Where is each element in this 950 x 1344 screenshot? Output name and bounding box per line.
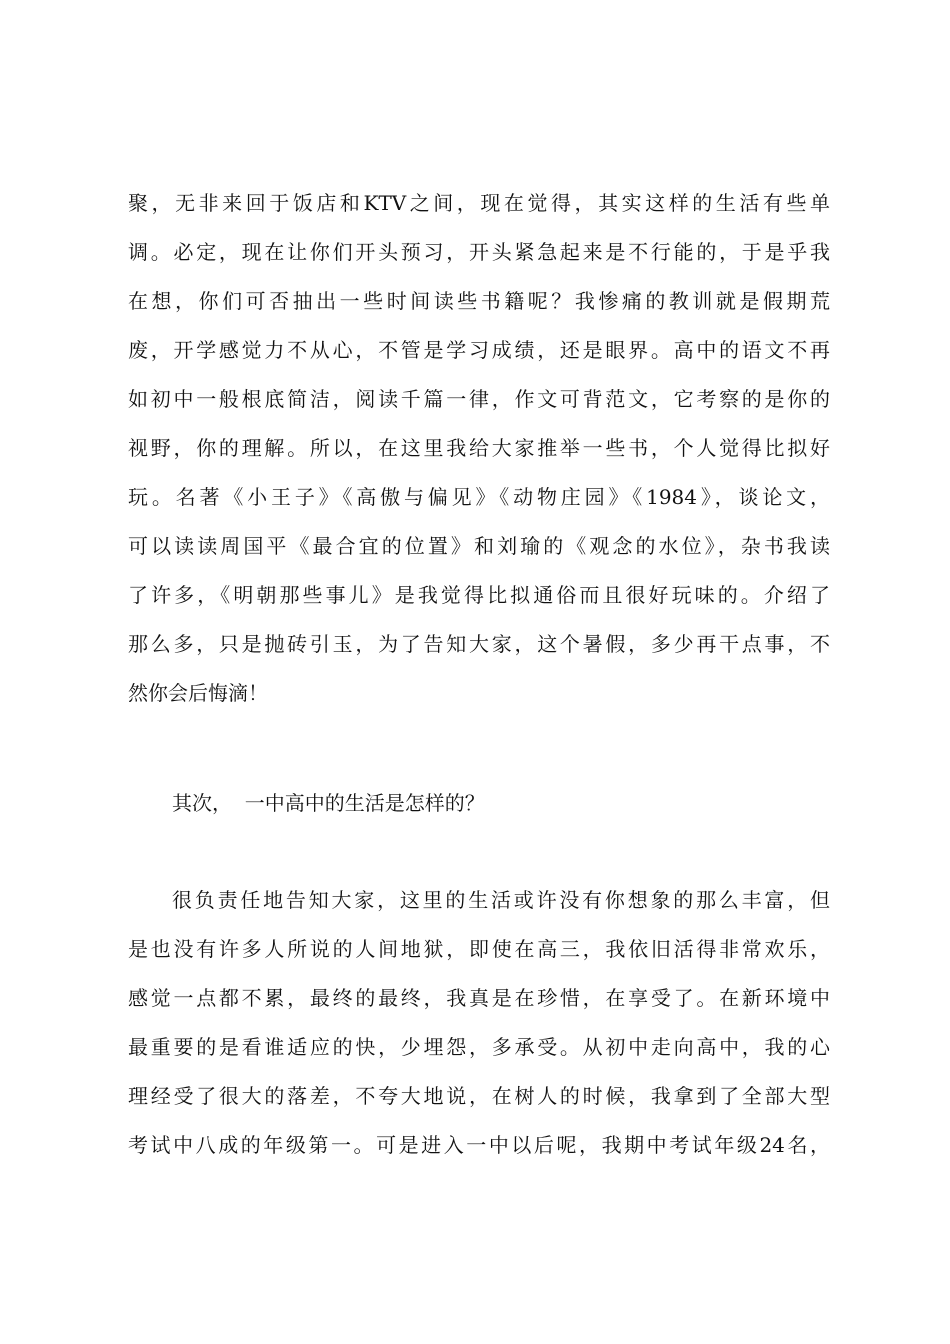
- text-line: 可以读读周国平《最合宜的位置》和刘瑜的《观念的水位》，杂书我读: [128, 534, 830, 558]
- paragraph-reading-advice: [128, 179, 830, 718]
- text-line: 考试中八成的年级第一。可是进入一中以后呢，我期中考试年级24名，: [128, 1133, 830, 1157]
- paragraph-high-school-life: [128, 876, 830, 1170]
- text-line: 废，开学感觉力不从心，不管是学习成绩，还是眼界。高中的语文不再: [128, 338, 830, 362]
- text-line: 聚，无非来回于饭店和KTV之间，现在觉得，其实这样的生活有些单: [128, 191, 830, 215]
- text-line: 很负责任地告知大家，这里的生活或许没有你想象的那么丰富，但: [172, 888, 830, 912]
- text-line: 了许多，《明朝那些事儿》是我觉得比拟通俗而且很好玩味的。介绍了: [128, 583, 830, 607]
- section-heading: [128, 779, 830, 828]
- text-line: 视野，你的理解。所以，在这里我给大家推举一些书，个人觉得比拟好: [128, 436, 830, 460]
- text-line: 理经受了很大的落差，不夸大地说，在树人的时候，我拿到了全部大型: [128, 1084, 830, 1108]
- text-line: 那么多，只是抛砖引玉，为了告知大家，这个暑假，多少再干点事，不: [128, 632, 830, 656]
- text-line: 是也没有许多人所说的人间地狱，即使在高三，我依旧活得非常欢乐，: [128, 937, 830, 961]
- text-line: 如初中一般根底简洁，阅读千篇一律，作文可背范文，它考察的是你的: [128, 387, 830, 411]
- text-line: 然你会后悔滴！: [128, 681, 268, 705]
- text-line: 最重要的是看谁适应的快，少埋怨，多承受。从初中走向高中，我的心: [128, 1035, 830, 1059]
- text-line: 在想，你们可否抽出一些时间读些书籍呢？我惨痛的教训就是假期荒: [128, 289, 830, 313]
- text-line: 感觉一点都不累，最终的最终，我真是在珍惜，在享受了。在新环境中: [128, 986, 830, 1010]
- text-line: 玩。名著《小王子》《高傲与偏见》《动物庄园》《1984》，谈论文，: [128, 485, 830, 509]
- text-line: 调。必定，现在让你们开头预习，开头紧急起来是不行能的，于是乎我: [128, 240, 830, 264]
- heading-text: 其次， 一中高中的生活是怎样的？: [172, 791, 485, 815]
